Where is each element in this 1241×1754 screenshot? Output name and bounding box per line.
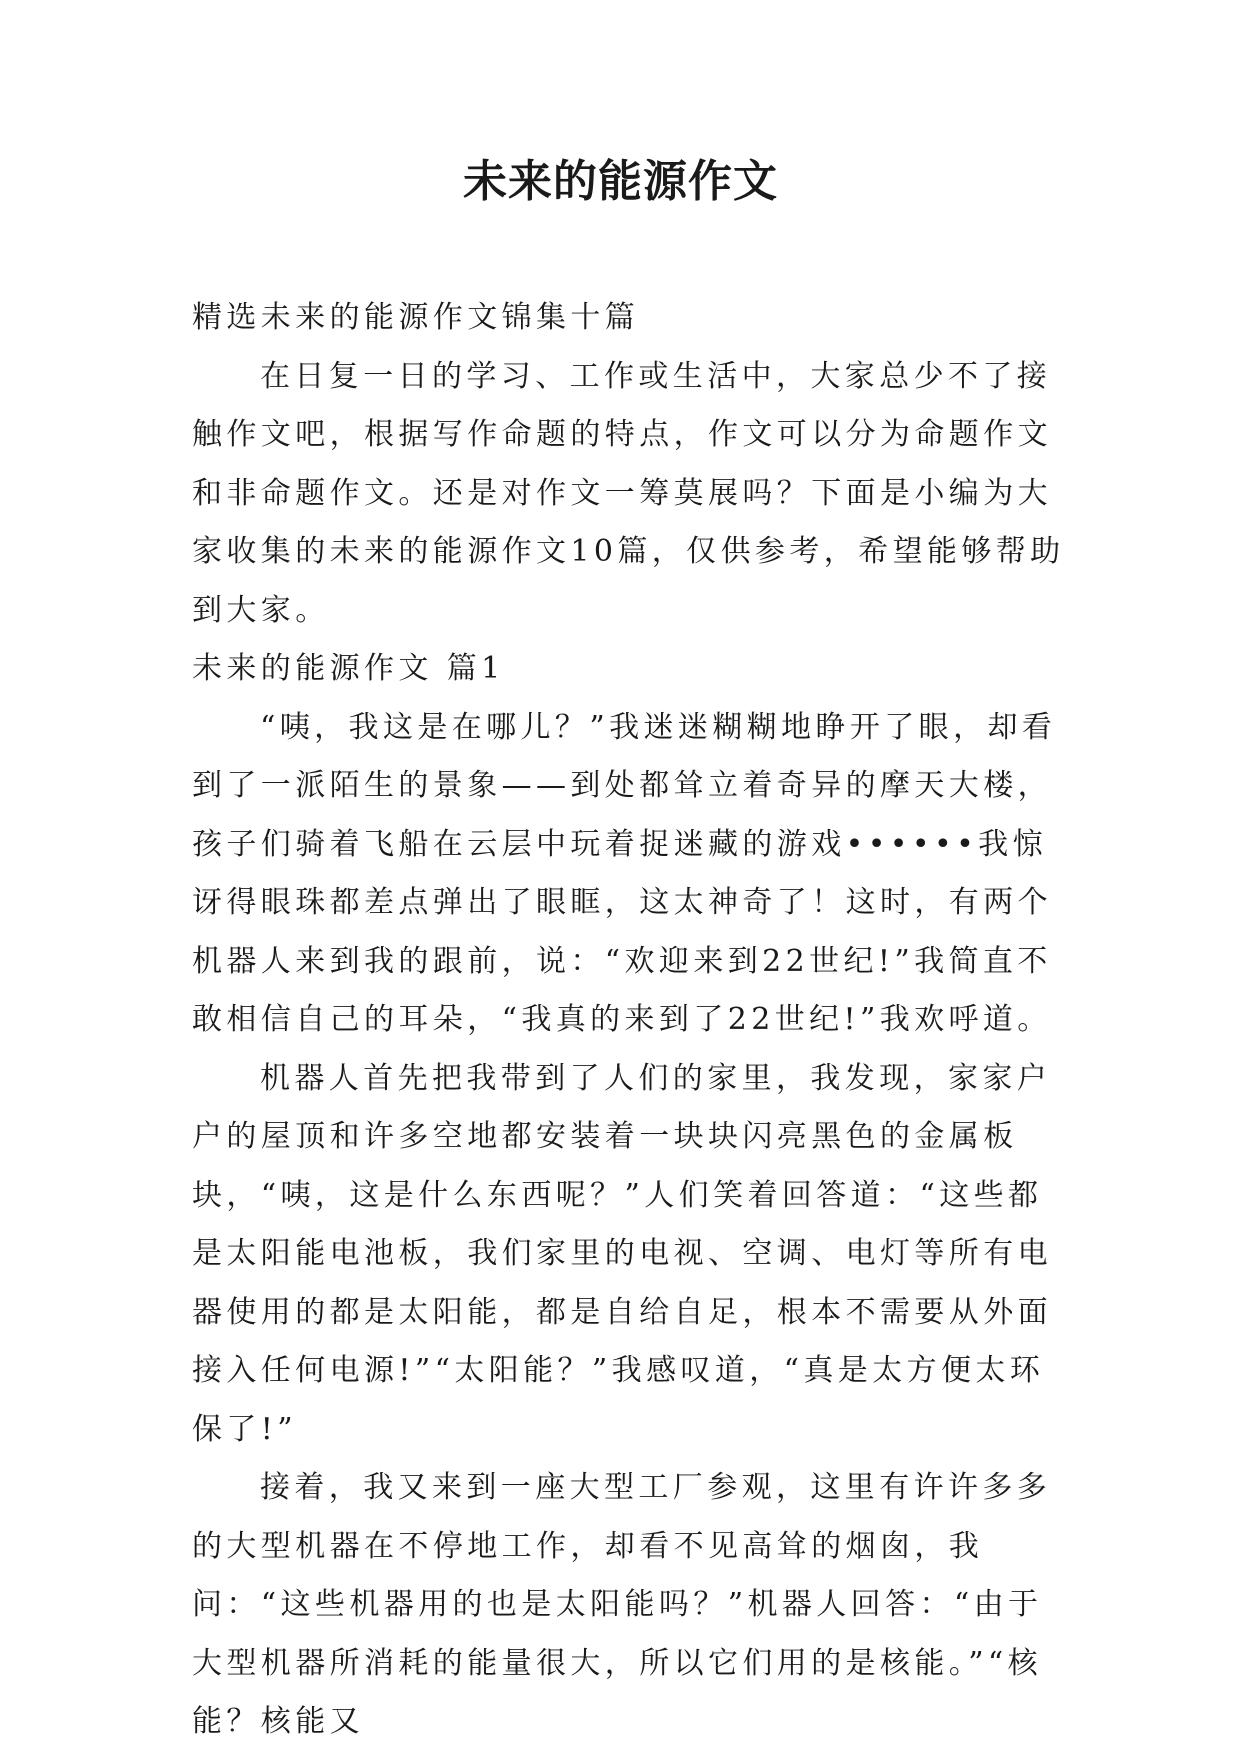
body-paragraph-3: 接着，我又来到一座大型工厂参观，这里有许许多多的大型机器在不停地工作，却看不见高耸的烟囱，我问：“这些机器用的也是太阳能吗？”机器人回答：“由于大型机器所消耗的能量很大，所以它们用的是核能。”“核能？核能又 <box>192 1470 1052 1739</box>
document-subtitle: 精选未来的能源作文锦集十篇 <box>192 300 640 335</box>
body-paragraph-1: “咦，我这是在哪儿？”我迷迷糊糊地睁开了眼，却看到了一派陌生的景象——到处都耸立着奇异的摩天大楼，孩子们骑着飞船在云层中玩着捉迷藏的游戏••••••我惊讶得眼珠都差点弹出了眼眶，这太神奇了！这时，有两个机器人来到我的跟前，说：“欢迎来到22世纪!”我简直不敢相信自己的耳朵，“我真的来到了22世纪!”我欢呼道。 <box>192 709 1057 1037</box>
body-paragraph-2: 机器人首先把我带到了人们的家里，我发现，家家户户的屋顶和许多空地都安装着一块块闪亮黑色的金属板块，“咦，这是什么东西呢？”人们笑着回答道：“这些都是太阳能电池板，我们家里的电视、空调、电灯等所有电器使用的都是太阳能，都是自给自足，根本不需要从外面接入任何电源!”“太阳能？”我感叹道，“真是太方便太环保了!” <box>192 1060 1052 1447</box>
document-title: 未来的能源作文 <box>463 156 778 207</box>
intro-paragraph: 在日复一日的学习、工作或生活中，大家总少不了接触作文吧，根据写作命题的特点，作文可以分为命题作文和非命题作文。还是对作文一筹莫展吗？下面是小编为大家收集的未来的能源作文10篇，仅供参考，希望能够帮助到大家。 <box>192 358 1065 628</box>
document-body <box>192 289 1072 1752</box>
section-heading: 未来的能源作文 篇1 <box>192 651 505 686</box>
